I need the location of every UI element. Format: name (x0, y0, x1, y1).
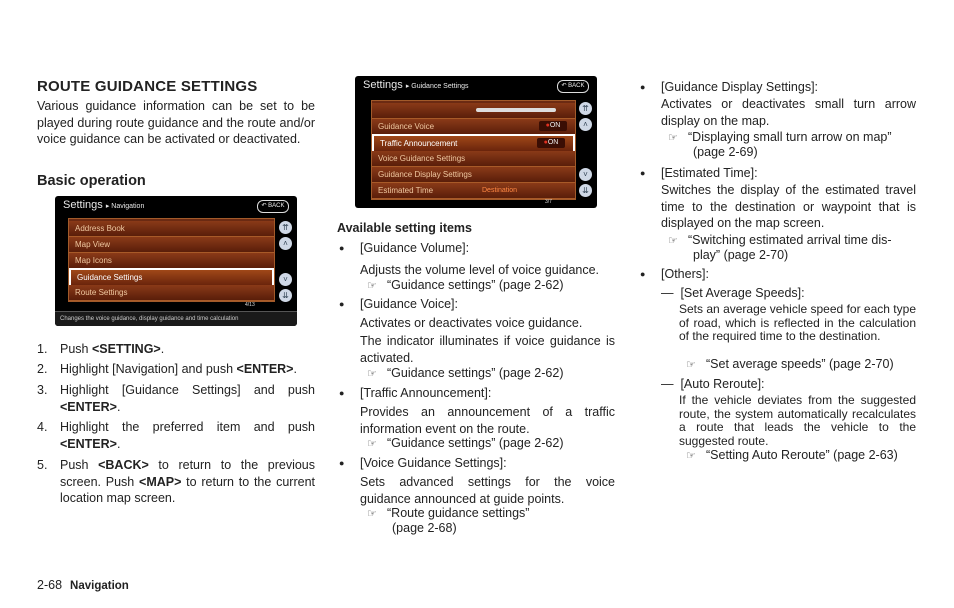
guidance-display-settings-row[interactable]: Guidance Display Settings (372, 167, 575, 183)
subitem-heading: — [Auto Reroute]: (661, 377, 765, 391)
back-button[interactable]: ↶ BACK (557, 80, 589, 93)
cross-reference: ☞ “Set average speeds” (page 2-70) (686, 357, 894, 371)
reference-hand-icon: ☞ (367, 438, 377, 450)
page-footer (37, 578, 129, 592)
on-indicator: ● ON (539, 121, 567, 131)
navigation-settings-screen (55, 196, 297, 326)
traffic-announcement-row[interactable]: Traffic Announcement ● ON (372, 134, 575, 153)
item-description: Provides an announcement of a traffic information event on the route. (360, 405, 615, 436)
menu-item-guidance-settings[interactable]: Guidance Settings (69, 268, 274, 287)
basic-operation-heading: Basic operation (37, 173, 146, 189)
item-heading: [Estimated Time]: (661, 166, 758, 180)
screen-page-indicator: 3/7 (545, 199, 552, 205)
item-heading: [Voice Guidance Settings]: (360, 456, 507, 470)
item-heading: [Guidance Volume]: (360, 241, 470, 255)
subitem-heading: — [Set Average Speeds]: (661, 286, 805, 300)
menu-item-map-view[interactable]: Map View (69, 237, 274, 253)
item-heading: [Guidance Voice]: (360, 297, 458, 311)
footer-section: Navigation (70, 580, 129, 592)
screen-title: Settings ▸ Guidance Settings (363, 79, 469, 91)
cross-reference: ☞ “Route guidance settings” (367, 506, 530, 520)
screen-footer-hint: Changes the voice guidance, display guidance and time calculation (55, 311, 297, 326)
scroll-up-icon[interactable]: ˄ (579, 118, 592, 131)
scroll-up-icon[interactable]: ˄ (279, 237, 292, 250)
item-heading: [Guidance Display Settings]: (661, 80, 819, 94)
scroll-top-icon[interactable]: ⇈ (279, 221, 292, 234)
on-indicator: ● ON (537, 138, 565, 148)
item-description: Switches the display of the estimated travel time to the destination or waypoint that is displayed on the map screen. (661, 183, 916, 230)
cross-reference: ☞ “Guidance settings” (page 2-62) (367, 436, 564, 450)
menu-item-address-book[interactable]: Address Book (69, 221, 274, 237)
item-description: Activates or deactivates small turn arrow display on the map. (661, 97, 916, 128)
screen-page-indicator: 4/13 (245, 302, 255, 308)
menu-panel (68, 218, 275, 302)
cross-reference: ☞ “Guidance settings” (page 2-62) (367, 366, 564, 380)
section-intro: Various guidance information can be set to be played during route guidance and the route and/or voice guidance can be activated or deactivated. (37, 99, 315, 146)
reference-hand-icon: ☞ (367, 280, 377, 292)
scroll-down-icon[interactable]: ˅ (279, 273, 292, 286)
item-description: Sets advanced settings for the voice guidance announced at guide points. (360, 475, 615, 506)
reference-hand-icon: ☞ (367, 368, 377, 380)
bullet-icon: ● (339, 388, 345, 398)
subitem-description: Sets an average vehicle speed for each type of road, which is reflected in the calculation of the required time to the destination. (679, 302, 916, 343)
guidance-volume-row[interactable] (372, 103, 575, 119)
guidance-settings-screen (355, 76, 597, 208)
bullet-icon: ● (640, 168, 646, 178)
page-number: 2-68 (37, 578, 63, 592)
step-4: 4. Highlight the preferred item and push <ENTER>. (37, 420, 315, 451)
scroll-top-icon[interactable]: ⇈ (579, 102, 592, 115)
cross-reference: ☞ “Guidance settings” (page 2-62) (367, 278, 564, 292)
bullet-icon: ● (640, 269, 646, 279)
bullet-icon: ● (339, 299, 345, 309)
subitem-description: If the vehicle deviates from the suggested route, the system automatically recalculates a route that leads the vehicle to the suggested route. (679, 393, 916, 448)
bullet-icon: ● (339, 458, 345, 468)
cross-reference: ☞ “Setting Auto Reroute” (page 2-63) (686, 448, 898, 462)
reference-hand-icon: ☞ (686, 359, 696, 371)
item-heading: [Others]: (661, 267, 709, 281)
reference-hand-icon: ☞ (668, 132, 678, 144)
menu-item-route-settings[interactable]: Route Settings (69, 285, 274, 301)
item-description: Activates or deactivates voice guidance. (360, 316, 583, 330)
scroll-down-icon[interactable]: ˅ (579, 168, 592, 181)
item-heading: [Traffic Announcement]: (360, 386, 492, 400)
scroll-bottom-icon[interactable]: ⇊ (579, 184, 592, 197)
scroll-bottom-icon[interactable]: ⇊ (279, 289, 292, 302)
item-description: The indicator illuminates if voice guidance is activated. (360, 334, 615, 365)
cross-reference: ☞ “Switching estimated arrival time dis- (668, 233, 892, 247)
reference-hand-icon: ☞ (367, 508, 377, 520)
screen-title: Settings ▸ Navigation (63, 199, 145, 211)
bullet-icon: ● (339, 243, 345, 253)
voice-guidance-settings-row[interactable]: Voice Guidance Settings (372, 151, 575, 167)
available-items-heading: Available setting items (337, 221, 472, 235)
section-title: ROUTE GUIDANCE SETTINGS (37, 78, 258, 95)
menu-item-map-icons[interactable]: Map Icons (69, 253, 274, 269)
volume-slider[interactable] (476, 108, 556, 112)
reference-hand-icon: ☞ (686, 450, 696, 462)
bullet-icon: ● (640, 82, 646, 92)
back-button[interactable]: ↶ BACK (257, 200, 289, 213)
step-2: 2. Highlight [Navigation] and push <ENTER>. (37, 362, 297, 376)
cross-reference-page: (page 2-69) (693, 145, 758, 159)
item-description: Adjusts the volume level of voice guidance. (360, 263, 600, 277)
cross-reference-page: play” (page 2-70) (693, 248, 789, 262)
step-5: 5. Push <BACK> to return to the previous screen. Push <MAP> to return to the current location map screen. (37, 458, 315, 505)
step-1: 1. Push <SETTING>. (37, 342, 165, 356)
settings-panel (371, 100, 576, 200)
estimated-time-row[interactable]: Estimated Time Destination (372, 183, 575, 199)
step-3: 3. Highlight [Guidance Settings] and push <ENTER>. (37, 383, 315, 414)
reference-hand-icon: ☞ (668, 235, 678, 247)
estimated-time-value: Destination (482, 187, 518, 194)
cross-reference-page: (page 2-68) (392, 521, 457, 535)
cross-reference: ☞ “Displaying small turn arrow on map” (668, 130, 892, 144)
guidance-voice-row[interactable]: Guidance Voice ● ON (372, 119, 575, 135)
